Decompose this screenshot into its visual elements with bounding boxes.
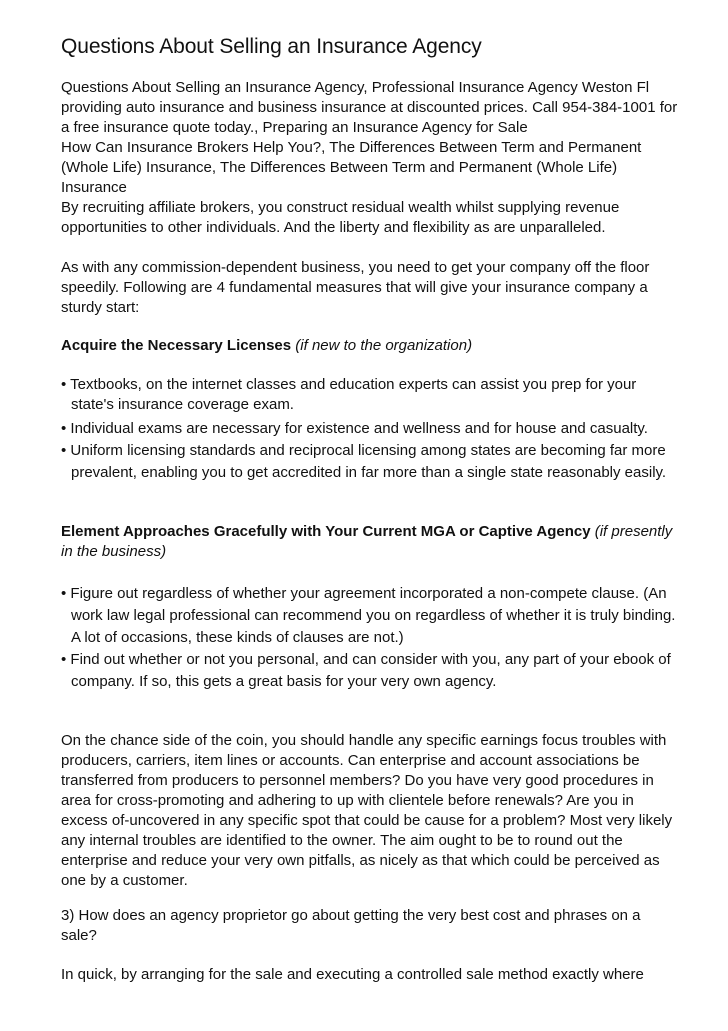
section-heading-mga-continued: [61, 542, 166, 562]
text-line: area for cross-promoting and adhering to up with clientele before renewals? Are you in: [61, 792, 634, 809]
text-line: speedily. Following are 4 fundamental measures that will give your insurance company a: [61, 279, 648, 296]
heading-text: Acquire the Necessary Licenses: [61, 337, 292, 354]
text-line: How Can Insurance Brokers Help You?, The Differences Between Term and Permanent: [61, 139, 642, 156]
text-line: (Whole Life) Insurance, The Differences Between Term and Permanent (Whole Life): [61, 159, 618, 176]
text-line: opportunities to other individuals. And the liberty and flexibility as are unparalleled.: [61, 219, 606, 236]
text-line: enterprise and reduce your very own pitfalls, as nicely as that which could be perceived as: [61, 852, 660, 869]
text-line: producers, carriers, item lines or accounts. Can enterprise and account associations be: [61, 752, 640, 769]
list-item: • Textbooks, on the internet classes and education experts can assist you prep for your: [61, 376, 637, 393]
section-heading-mga: [61, 522, 672, 542]
heading-note: (if new to the organization): [295, 337, 473, 354]
list-item: • Figure out regardless of whether your agreement incorporated a non-compete clause. (An: [61, 585, 667, 602]
text-line: 3) How does an agency proprietor go about getting the very best cost and phrases on a: [61, 907, 641, 924]
text-line: any internal troubles are identified to the owner. The aim ought to be to round out the: [61, 832, 623, 849]
list-item: • Find out whether or not you personal, and can consider with you, any part of your ebook of: [61, 651, 671, 668]
text-line: sale?: [61, 927, 97, 944]
text-line: In quick, by arranging for the sale and executing a controlled sale method exactly where: [61, 966, 644, 983]
text-line: On the chance side of the coin, you should handle any specific earnings focus troubles with: [61, 732, 667, 749]
list-item: • Uniform licensing standards and reciprocal licensing among states are becoming far more: [61, 442, 666, 459]
text-line: one by a customer.: [61, 872, 188, 889]
text-line: transferred from producers to personnel members? Do you have very good procedures in: [61, 772, 654, 789]
text-line: providing auto insurance and business insurance at discounted prices. Call 954-384-1001 for: [61, 99, 678, 116]
text-line: As with any commission-dependent business, you need to get your company off the floor: [61, 259, 650, 276]
list-item-continuation: company. If so, this gets a great basis for your very own agency.: [71, 673, 497, 690]
page-title: Questions About Selling an Insurance Agency: [61, 35, 482, 58]
heading-text: Element Approaches Gracefully with Your Current MGA or Captive Agency: [61, 523, 591, 540]
list-item-continuation: state's insurance coverage exam.: [71, 396, 294, 413]
text-line: Questions About Selling an Insurance Agency, Professional Insurance Agency Weston Fl: [61, 79, 650, 96]
text-line: excess of-uncovered in any specific spot that could be cause for a problem? Most very likely: [61, 812, 673, 829]
heading-note: in the business): [61, 543, 167, 560]
section-heading-licenses: [61, 336, 472, 356]
list-item-continuation: prevalent, enabling you to get accredited in far more than a single state reasonably easily.: [71, 464, 667, 481]
text-line: a free insurance quote today., Preparing an Insurance Agency for Sale: [61, 119, 528, 136]
heading-note: (if presently: [594, 523, 673, 540]
text-line: Insurance: [61, 179, 127, 196]
list-item-continuation: A lot of occasions, these kinds of clauses are not.): [71, 629, 404, 646]
text-line: By recruiting affiliate brokers, you construct residual wealth whilst supplying revenue: [61, 199, 620, 216]
list-item-continuation: work law legal professional can recommend you on regardless of whether it is truly binding.: [71, 607, 676, 624]
text-line: sturdy start:: [61, 299, 140, 316]
list-item: • Individual exams are necessary for existence and wellness and for house and casualty.: [61, 420, 648, 437]
